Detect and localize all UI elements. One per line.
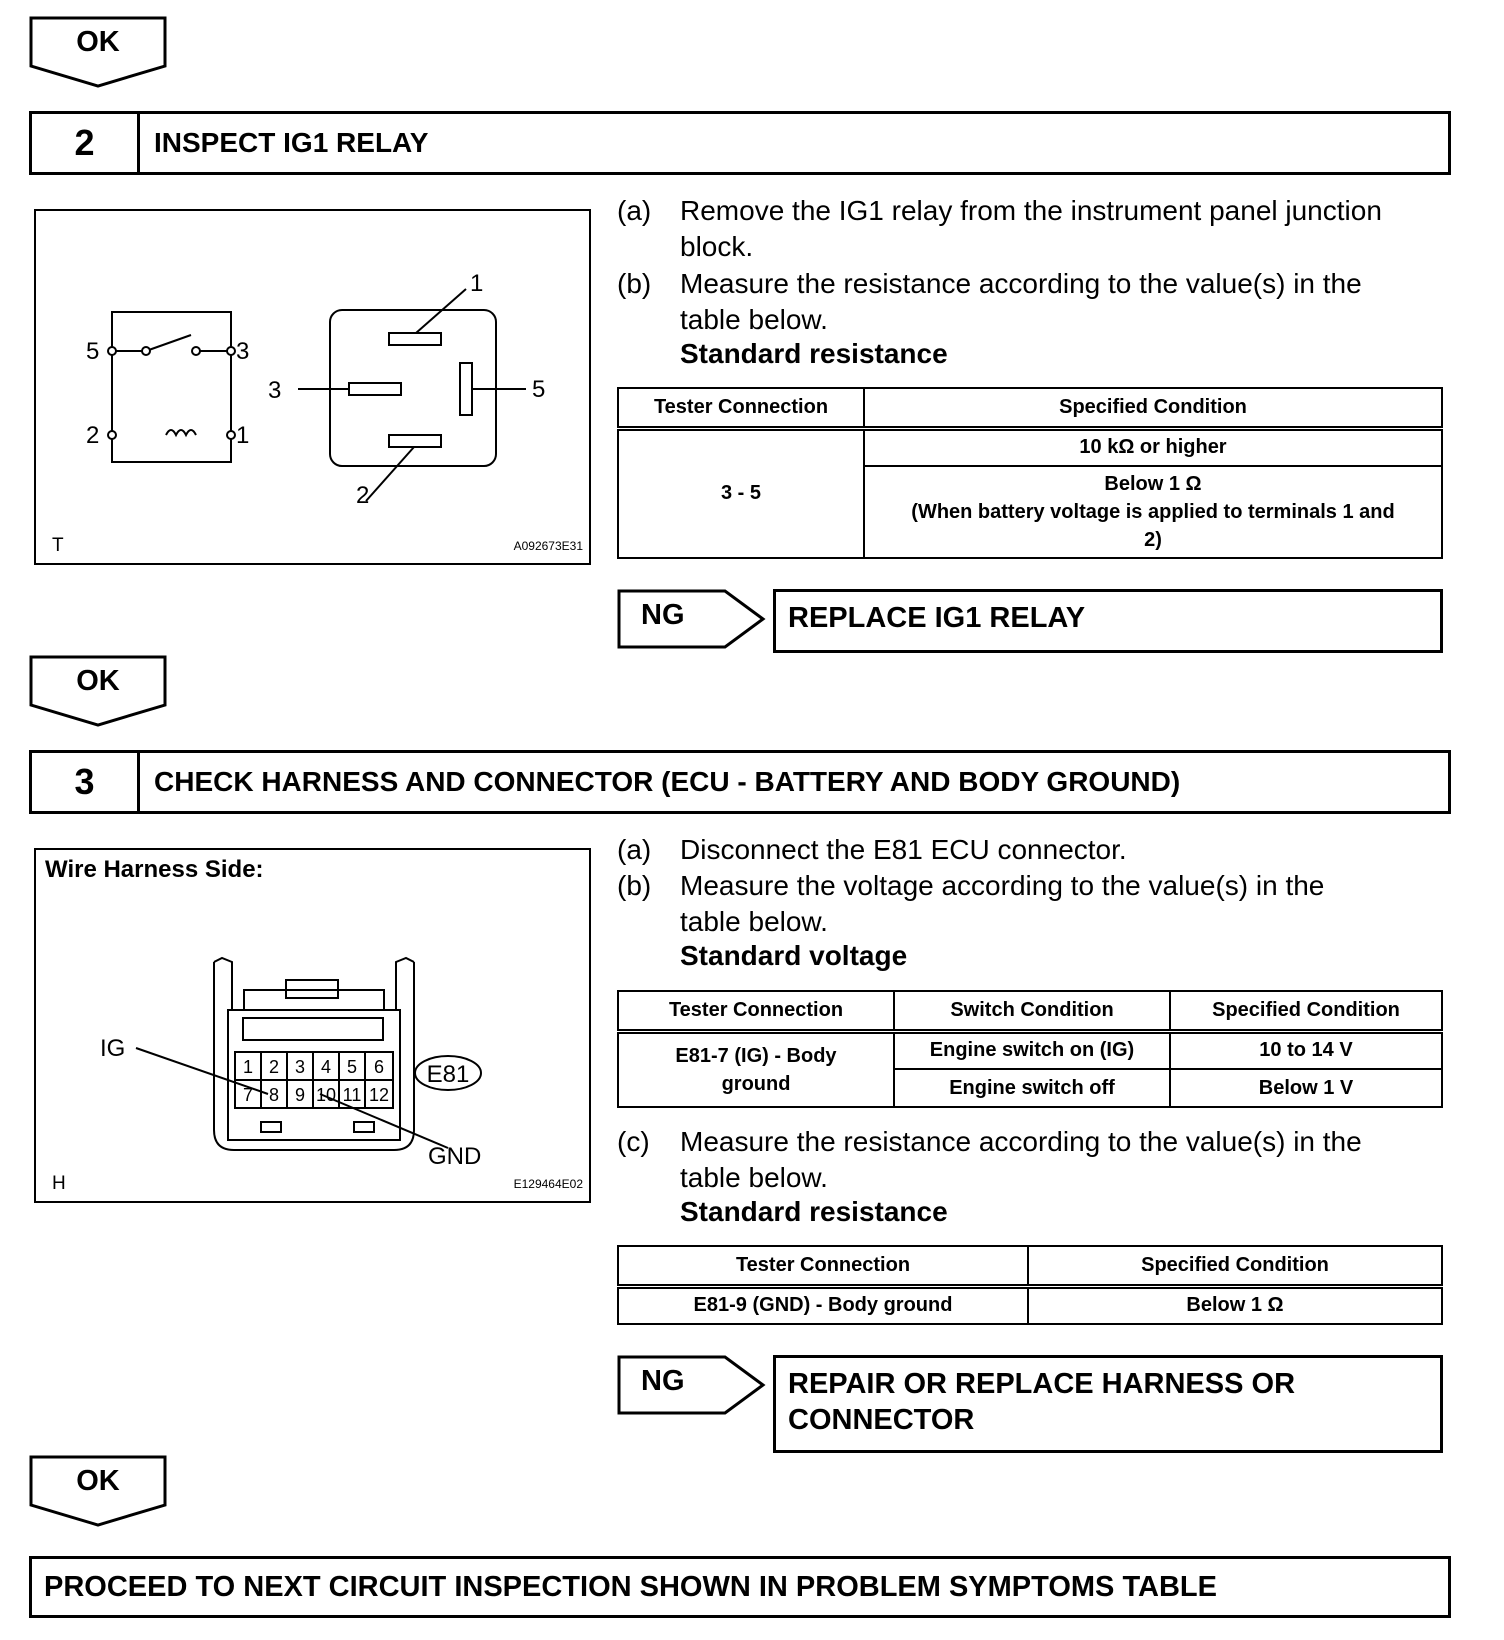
schematic-terminal-label: 3 (236, 338, 250, 365)
ng-result-1: REPLACE IG1 RELAY (773, 589, 1443, 653)
instruction-a (617, 193, 1447, 265)
instruction-label: (b) (617, 268, 652, 299)
ok-label: OK (76, 26, 120, 58)
instruction-b (617, 266, 1447, 338)
table-cell: E81-7 (IG) - Body ground (618, 1031, 894, 1107)
table-cell: 10 to 14 V (1170, 1031, 1442, 1069)
schematic-terminal-label: 2 (86, 422, 100, 449)
ok-label: OK (76, 665, 120, 697)
figure-heading: Wire Harness Side: (45, 856, 264, 883)
pin-number: 2 (268, 1057, 280, 1077)
ng-arrow-2 (617, 1355, 765, 1415)
instruction-text: Disconnect the E81 ECU connector. (680, 834, 1127, 865)
table-header: Tester Connection (618, 388, 864, 428)
figure-letter: H (52, 1173, 66, 1194)
pin-number: 8 (268, 1085, 280, 1105)
instruction-text: Remove the IG1 relay from the instrument panel junction block. (680, 195, 1382, 262)
table-header: Specified Condition (1170, 991, 1442, 1031)
connector-diagram (36, 850, 589, 1201)
instruction-b (617, 868, 1447, 940)
table-cell: Below 1 V (1170, 1069, 1442, 1107)
step-number: 2 (32, 114, 140, 172)
pin-number: 1 (242, 1057, 254, 1077)
voltage-table (617, 990, 1443, 1108)
pin-number: 10 (315, 1085, 337, 1105)
standard-resistance-label: Standard resistance (680, 1196, 948, 1227)
ng-arrow-1 (617, 589, 765, 649)
resistance-table-2 (617, 1245, 1443, 1325)
table-cell: Engine switch on (IG) (894, 1031, 1170, 1069)
instruction-label: (a) (617, 195, 652, 226)
table-header: Tester Connection (618, 1246, 1028, 1286)
instruction-label: (a) (617, 834, 652, 865)
step-number: 3 (32, 753, 140, 811)
ig1-relay-figure (34, 209, 591, 565)
instruction-text: Measure the voltage according to the value(s) in the table below. (680, 870, 1325, 937)
pin-number: 3 (294, 1057, 306, 1077)
pin-number: 5 (346, 1057, 358, 1077)
schematic-terminal-label: 5 (86, 338, 100, 365)
table-cell: Engine switch off (894, 1069, 1170, 1107)
instruction-label: (c) (617, 1126, 650, 1157)
table-cell: Below 1 Ω (When battery voltage is applied to terminals 1 and 2) (864, 466, 1442, 558)
table-cell: 10 kΩ or higher (864, 428, 1442, 466)
ok-arrow-1 (29, 16, 167, 88)
table-header: Switch Condition (894, 991, 1170, 1031)
standard-label: Standard resistance (680, 338, 948, 369)
ok-label: OK (76, 1465, 120, 1497)
table-cell: E81-9 (GND) - Body ground (618, 1286, 1028, 1324)
ng-label: NG (641, 1365, 685, 1397)
pin-number: 11 (342, 1085, 362, 1105)
instruction-text: Measure the resistance according to the value(s) in the table below. (680, 268, 1362, 335)
connector-terminal-label: 1 (470, 270, 484, 297)
step-2-header (29, 111, 1451, 175)
table-header: Specified Condition (1028, 1246, 1442, 1286)
step-3-header (29, 750, 1451, 814)
connector-name: E81 (426, 1061, 470, 1088)
pin-number: 7 (242, 1085, 254, 1105)
step-title: CHECK HARNESS AND CONNECTOR (ECU - BATTERY AND BODY GROUND) (154, 766, 1181, 797)
table-header: Specified Condition (864, 388, 1442, 428)
resistance-table (617, 387, 1443, 559)
ok-arrow-2 (29, 655, 167, 727)
figure-code: E129464E02 (513, 1177, 583, 1191)
instruction-c (617, 1124, 1447, 1196)
instruction-label: (b) (617, 870, 652, 901)
pin-number: 12 (368, 1085, 390, 1105)
relay-diagram (36, 211, 589, 563)
ok-arrow-3 (29, 1455, 167, 1527)
figure-code: A092673E31 (513, 539, 583, 553)
connector-terminal-label: 5 (532, 376, 546, 403)
table-cell: 3 - 5 (618, 428, 864, 558)
instruction-a (617, 832, 1447, 868)
ng-label: NG (641, 599, 685, 631)
connector-terminal-label: 3 (268, 377, 282, 404)
table-cell: Below 1 Ω (1028, 1286, 1442, 1324)
table-header: Tester Connection (618, 991, 894, 1031)
ig-label: IG (100, 1035, 126, 1062)
pin-number: 4 (320, 1057, 332, 1077)
figure-letter: T (52, 535, 64, 556)
gnd-label: GND (428, 1143, 482, 1170)
step-title: INSPECT IG1 RELAY (154, 127, 429, 158)
connector-terminal-label: 2 (356, 482, 370, 509)
standard-voltage-label: Standard voltage (680, 940, 908, 971)
wire-harness-figure (34, 848, 591, 1203)
instruction-text: Measure the resistance according to the value(s) in the table below. (680, 1126, 1362, 1193)
final-instruction-box: PROCEED TO NEXT CIRCUIT INSPECTION SHOWN IN PROBLEM SYMPTOMS TABLE (29, 1556, 1451, 1618)
pin-number: 9 (294, 1085, 306, 1105)
ng-result-2: REPAIR OR REPLACE HARNESS OR CONNECTOR (773, 1355, 1443, 1453)
pin-number: 6 (373, 1057, 385, 1077)
schematic-terminal-label: 1 (236, 422, 250, 449)
